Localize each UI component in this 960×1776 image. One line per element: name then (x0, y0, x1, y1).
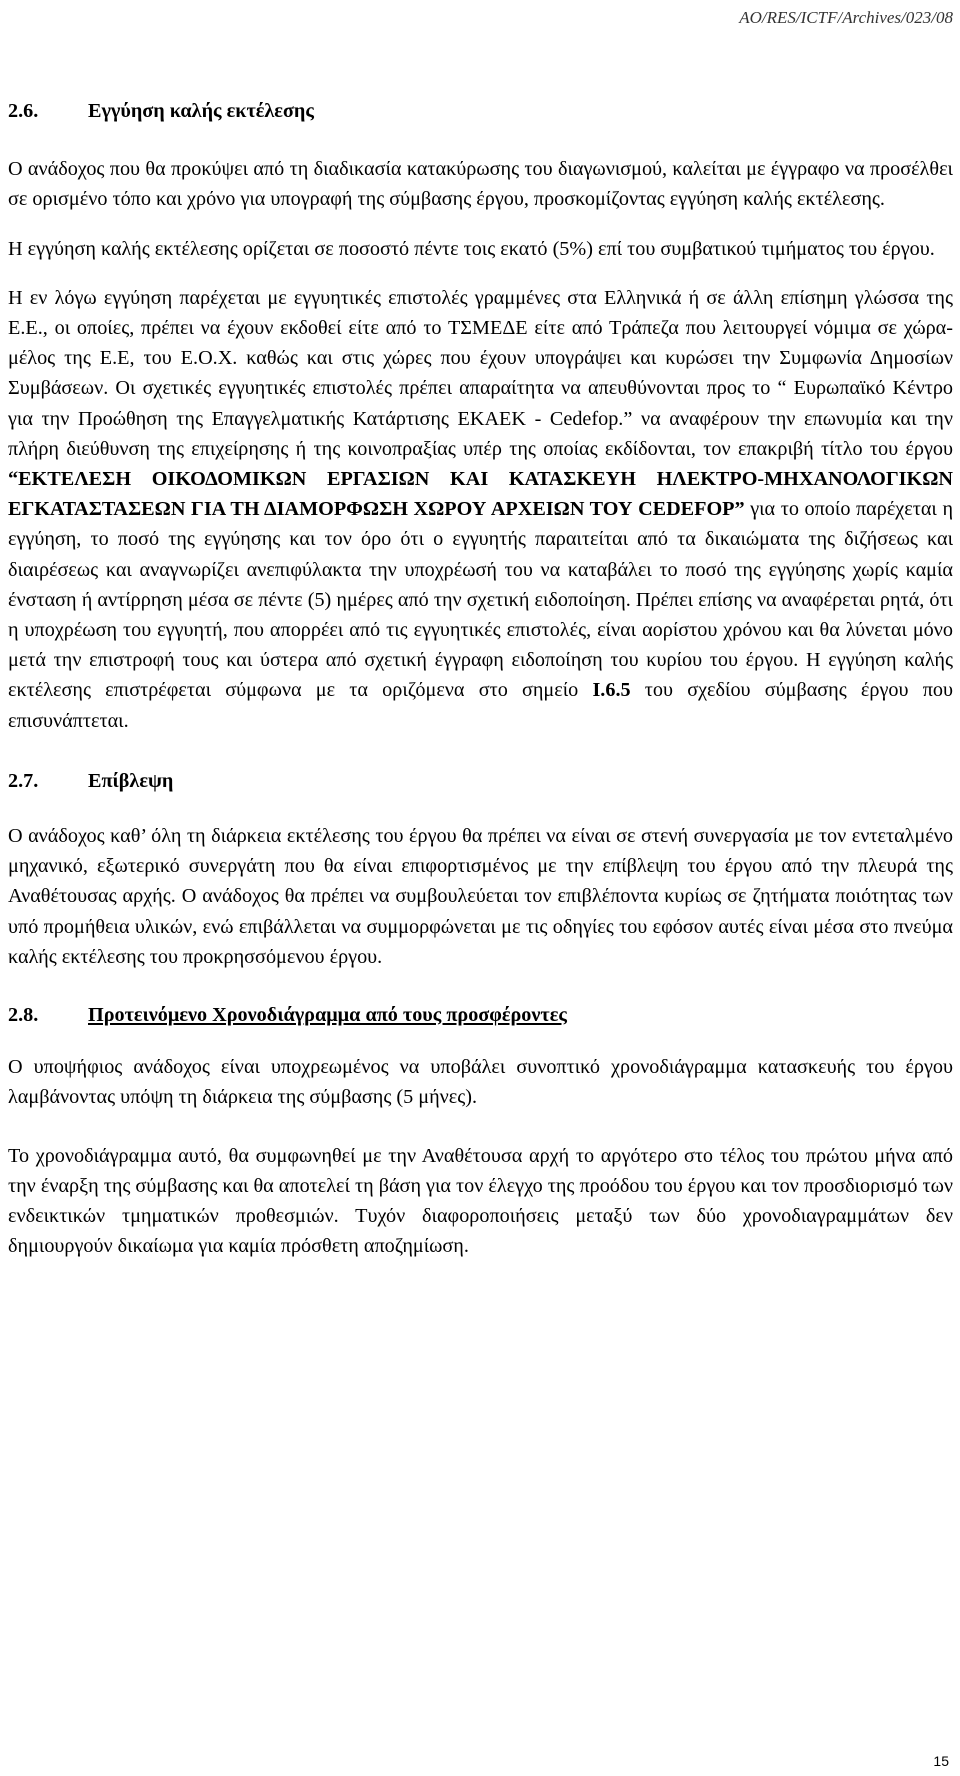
section-number: 2.7. (8, 769, 39, 792)
section-title: Προτεινόμενο Χρονοδιάγραμμα από τους προσφέροντες (88, 1004, 567, 1027)
section-heading-2-7 (8, 766, 953, 796)
paragraph-text: Η εν λόγω εγγύηση παρέχεται με εγγυητικές επιστολές γραμμένες στα Ελληνικά ή σε άλλη επίσημη γλώσσα της Ε.Ε., οι οποίες, πρέπει να έχουν εκδοθεί είτε από το ΤΣΜΕΔΕ είτε από Τράπεζα που λειτουργεί νόμιμα σε χώρα-μέλος της Ε.Ε, του Ε.Ο.Χ. καθώς και στις χώρες που έχουν υπογράψει και κυρώσει την Συμφωνία Δημοσίων Συμβάσεων. Οι σχετικές εγγυητικές επιστολές πρέπει απαραίτητα να απευθύνονται προς το “ Ευρωπαϊκό Κέντρο για την Προώθηση της Επαγγελματικής Κατάρτισης ΕΚΑΕΚ - Cedefop.” να αναφέρουν την επωνυμία και την πλήρη διεύθυνση της επιχείρησης ή της κοινοπραξίας υπέρ της οποίας εκδίδονται, τον επακριβή τίτλο του έργου (8, 286, 953, 460)
clause-reference: Ι.6.5 (592, 679, 631, 702)
paragraph: Η εγγύηση καλής εκτέλεσης ορίζεται σε ποσοστό πέντε τοις εκατό (5%) επί του συμβατικού τιμήματος του έργου. (8, 237, 935, 260)
section-number: 2.6. (8, 100, 39, 122)
project-title: “ΕΚΤΕΛΕΣΗ ΟΙΚΟΔΟΜΙΚΩΝ ΕΡΓΑΣΙΩΝ ΚΑΙ ΚΑΤΑΣΚΕΥΗ ΗΛΕΚΤΡΟ-ΜΗΧΑΝΟΛΟΓΙΚΩΝ ΕΓΚΑΤΑΣΤΑΣΕΩΝ ΓΙΑ ΤΗ ΔΙΑΜΟΡΦΩΣΗ ΧΩΡΟΥ ΑΡΧΕΙΩΝ ΤΟΥ CEDEFOP” (8, 468, 953, 521)
document-reference: AO/RES/ICTF/Archives/023/08 (739, 8, 953, 27)
section-heading-2-8 (8, 1000, 953, 1030)
page-number: 15 (933, 1753, 949, 1769)
paragraph (8, 283, 953, 736)
paragraph: Ο ανάδοχος που θα προκύψει από τη διαδικασία κατακύρωσης του διαγωνισμού, καλείται με έγγραφο να προσέλθει σε ορισμένο τόπο και χρόνο για υπογραφή της σύμβασης έργου, προσκομίζοντας εγγύηση καλής εκτέλεσης. (8, 158, 953, 211)
document-body (8, 96, 953, 1281)
paragraph: Ο υποψήφιος ανάδοχος είναι υποχρεωμένος να υποβάλει συνοπτικό χρονοδιάγραμμα κατασκευής του έργου λαμβάνοντας υπόψη τη διάρκεια της σύμβασης (5 μήνες). (8, 1056, 953, 1109)
section-number: 2.8. (8, 1004, 39, 1027)
paragraph-text: του σχεδίου σύμβασης έργου που επισυνάπτεται. (8, 679, 953, 732)
section-title: Εγγύηση καλής εκτέλεσης (88, 100, 314, 122)
paragraph: Το χρονοδιάγραμμα αυτό, θα συμφωνηθεί με την Αναθέτουσα αρχή το αργότερο στο τέλος του πρώτου μήνα από την έναρξη της σύμβασης και θα αποτελεί τη βάση για τον έλεγχο της προόδου του έργου και τον προσδιορισμό των ενδεικτικών τμηματικών προθεσμιών. Τυχόν διαφοροποιήσεις μεταξύ των δύο χρονοδιαγραμμάτων δεν δημιουργούν δικαίωμα για καμία πρόσθετη αποζημίωση. (8, 1144, 953, 1258)
section-heading-2-6 (8, 96, 953, 126)
paragraph: Ο ανάδοχος καθ’ όλη τη διάρκεια εκτέλεσης του έργου θα πρέπει να είναι σε στενή συνεργασία με τον εντεταλμένο μηχανικό, εξωτερικό συνεργάτη που θα είναι επιφορτισμένος με την επίβλεψη του έργου από την πλευρά της Αναθέτουσας αρχής. Ο ανάδοχος θα πρέπει να συμβουλεύεται τον επιβλέποντα κυρίως σε ζητήματα ποιότητας των υπό προμήθεια υλικών, ενώ επιβάλλεται να συμμορφώνεται με τις οδηγίες του εφόσον αυτές είναι μέσα στο πνεύμα καλής εκτέλεσης του προκρησσόμενου έργου. (8, 825, 953, 968)
section-title: Επίβλεψη (88, 769, 174, 792)
paragraph-text: για το οποίο παρέχεται η εγγύηση, το ποσό της εγγύησης και τον όρο ότι ο εγγυητής παραιτείται από τα δικαιώματα της διζήσεως και διαιρέσεως και αναγνωρίζει ανεπιφύλακτα την υποχρέωσή του να καταβάλει το ποσό της εγγύησης χωρίς καμία ένσταση ή αντίρρηση μέσα σε πέντε (5) ημέρες από την σχετική ειδοποίηση. Πρέπει επίσης να αναφέρεται ρητά, ότι η υποχρέωση του εγγυητή, που απορρέει από τις εγγυητικές επιστολές, είναι αορίστου χρόνου και θα λύνεται μόνο μετά την επιστροφή τους και ύστερα από σχετική έγγραφη ειδοποίηση του κυρίου του έργου. Η εγγύηση καλής εκτέλεσης επιστρέφεται σύμφωνα με τα οριζόμενα στο σημείο (8, 498, 954, 702)
